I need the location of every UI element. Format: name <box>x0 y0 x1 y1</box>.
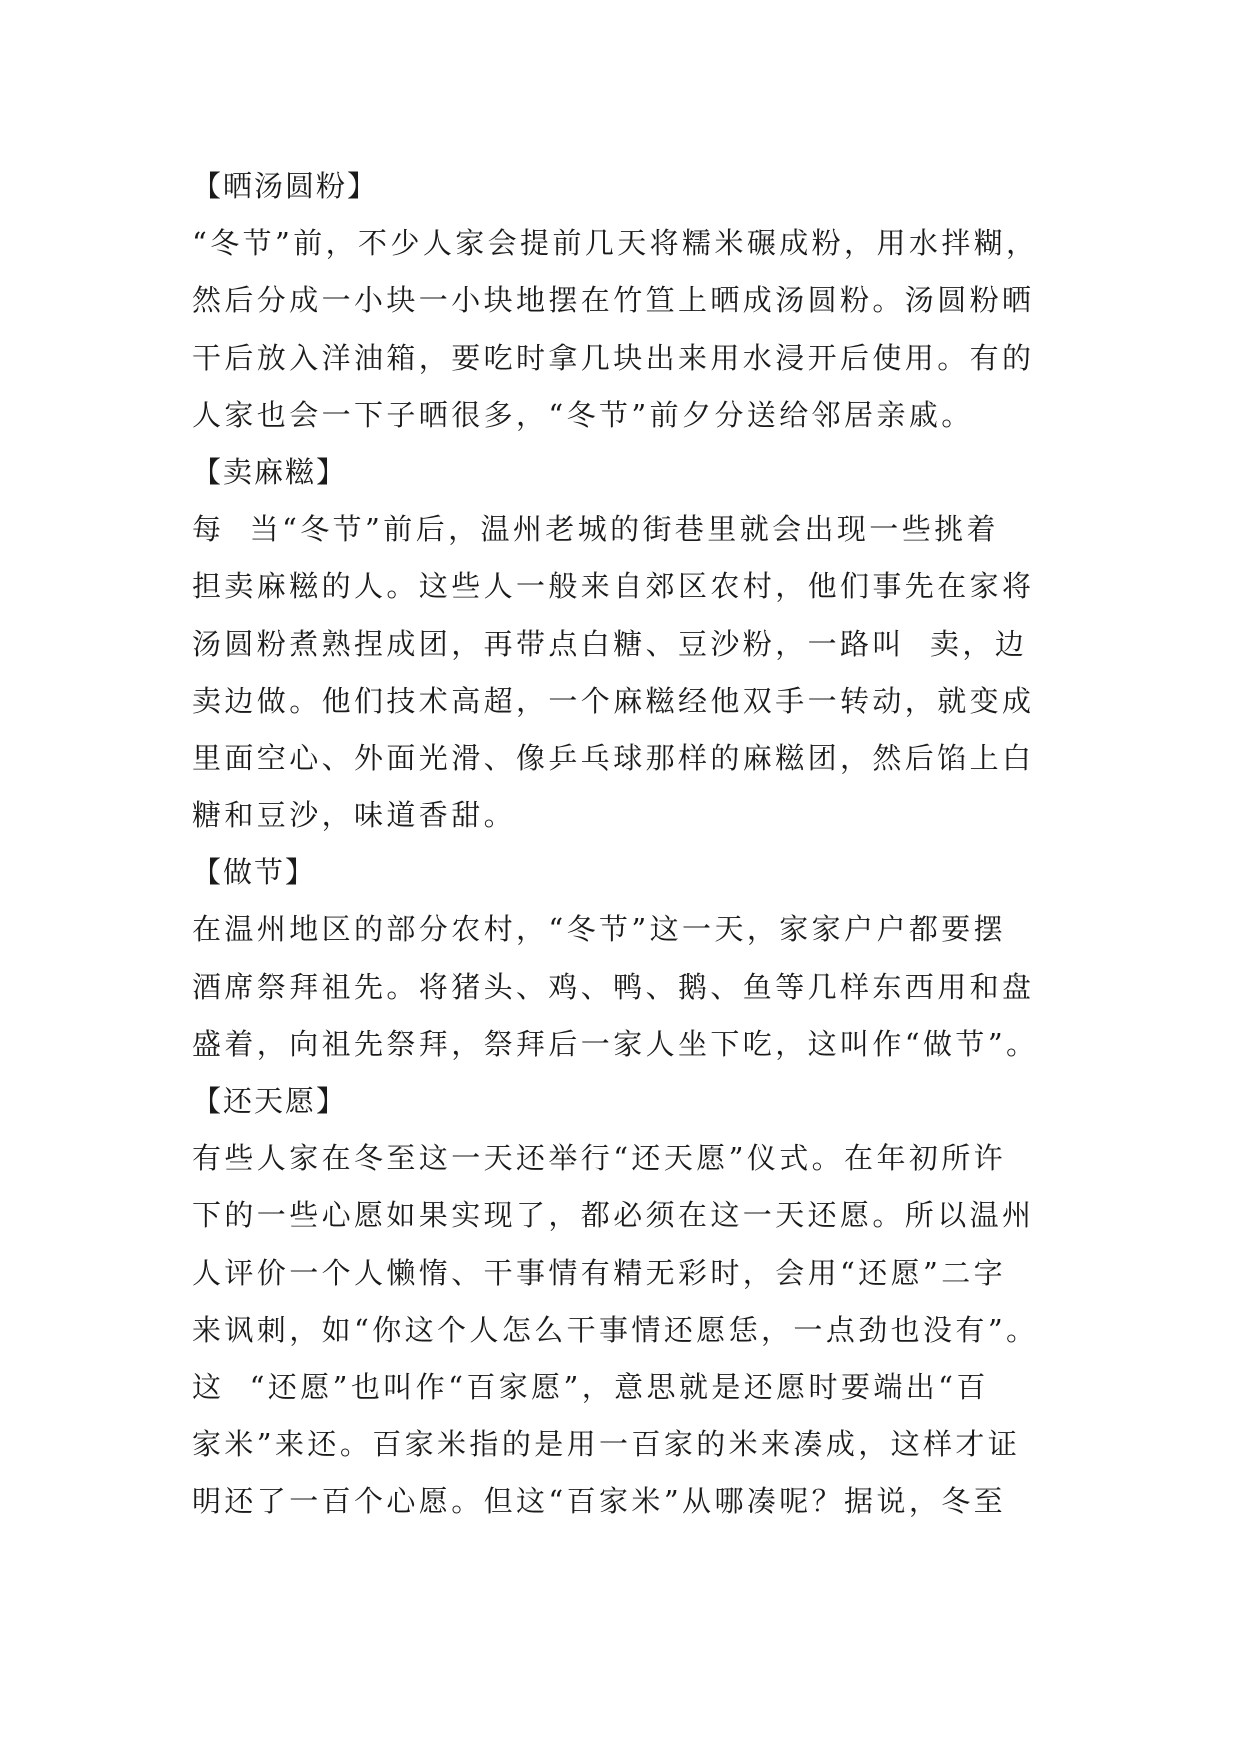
paragraph-line: 在温州地区的部分农村，“冬节”这一天，家家户户都要摆 <box>192 912 1007 947</box>
section-heading: 【还天愿】 <box>192 1084 348 1118</box>
paragraph-line: “冬节”前，不少人家会提前几天将糯米碾成粉，用水拌糊， <box>192 226 1039 261</box>
paragraph-line: 盛着，向祖先祭拜，祭拜后一家人坐下吃，这叫作“做节”。 <box>192 1026 1039 1061</box>
paragraph-line: 人评价一个人懒惰、干事情有精无彩时，会用“还愿”二字 <box>192 1255 1007 1290</box>
paragraph-line: 这 “还愿”也叫作“百家愿”，意思就是还愿时要端出“百 <box>192 1369 989 1404</box>
paragraph-line: 每 当“冬节”前后，温州老城的街巷里就会出现一些挑着 <box>192 512 999 547</box>
section-heading: 【做节】 <box>192 855 317 890</box>
paragraph-line: 明还了一百个心愿。但这“百家米”从哪凑呢？据说，冬至 <box>192 1484 1007 1519</box>
paragraph-line: 糖和豆沙，味道香甜。 <box>192 798 517 833</box>
paragraph-line: 有些人家在冬至这一天还举行“还天愿”仪式。在年初所许 <box>192 1141 1007 1176</box>
paragraph-line: 家米”来还。百家米指的是用一百家的米来凑成，这样才证 <box>192 1427 1021 1462</box>
paragraph-line: 酒席祭拜祖先。将猪头、鸡、鸭、鹅、鱼等几样东西用和盘 <box>192 969 1035 1004</box>
section-heading: 【卖麻糍】 <box>192 454 348 489</box>
paragraph-line: 干后放入洋油箱，要吃时拿几块出来用水浸开后使用。有的 <box>192 340 1035 375</box>
section-heading: 【晒汤圆粉】 <box>192 169 379 203</box>
paragraph-line: 里面空心、外面光滑、像乒乓球那样的麻糍团，然后馅上白 <box>192 740 1035 775</box>
document-body <box>192 158 1072 1531</box>
paragraph-line: 汤圆粉煮熟捏成团，再带点白糖、豆沙粉，一路叫 卖，边 <box>192 626 1028 661</box>
paragraph-line: 来讽刺，如“你这个人怎么干事情还愿恁，一点劲也没有”。 <box>192 1312 1039 1347</box>
paragraph-line: 然后分成一小块一小块地摆在竹笪上晒成汤圆粉。汤圆粉晒 <box>192 283 1035 318</box>
paragraph-line: 人家也会一下子晒很多，“冬节”前夕分送给邻居亲戚。 <box>192 397 974 432</box>
paragraph-line: 担卖麻糍的人。这些人一般来自郊区农村，他们事先在家将 <box>192 569 1035 604</box>
paragraph-line: 卖边做。他们技术高超，一个麻糍经他双手一转动，就变成 <box>192 683 1035 718</box>
paragraph-line: 下的一些心愿如果实现了，都必须在这一天还愿。所以温州 <box>192 1198 1035 1233</box>
